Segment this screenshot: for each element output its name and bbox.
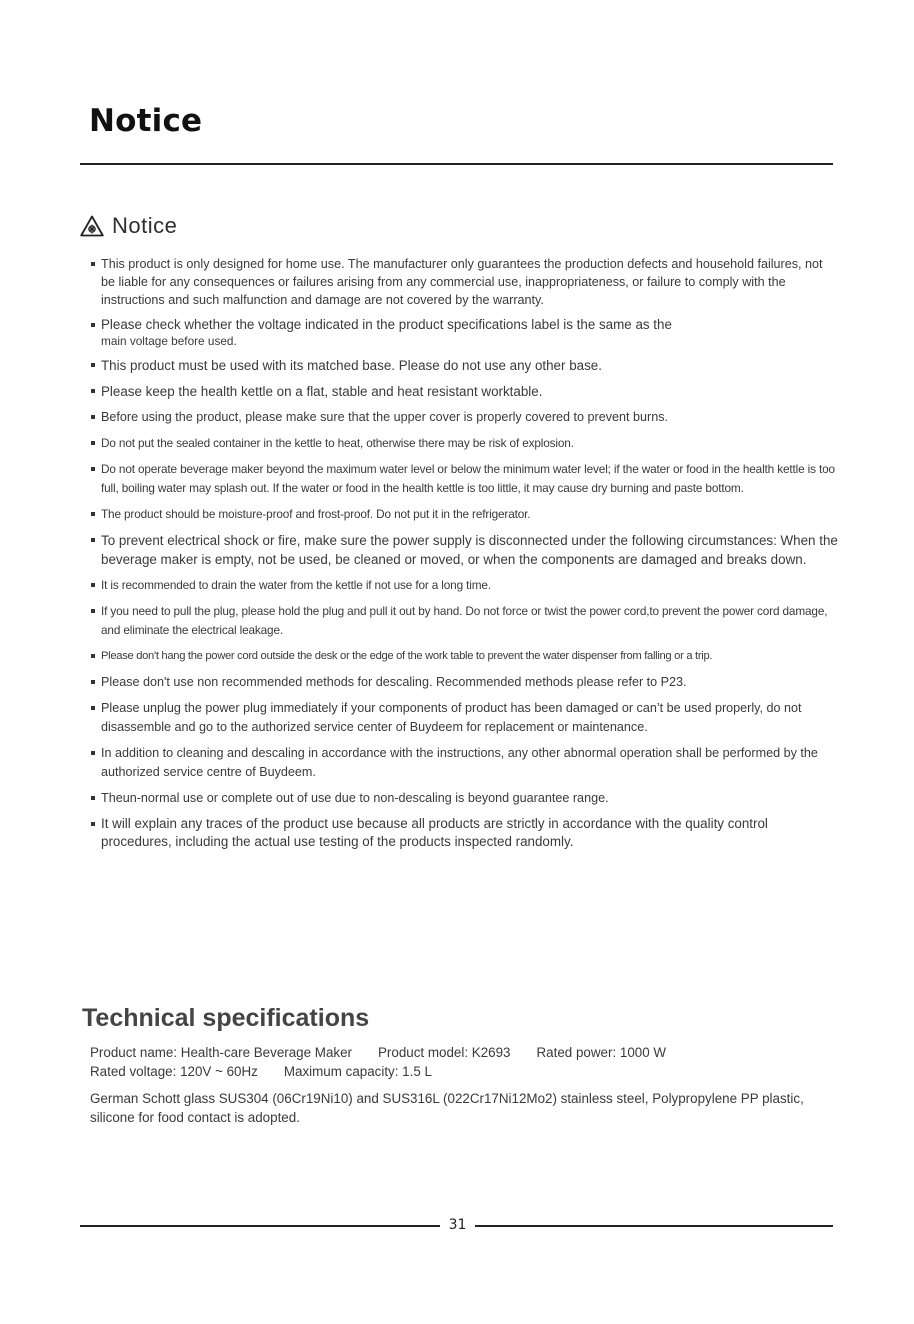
list-item: In addition to cleaning and descaling in accordance with the instructions, any other abnormal operation shall be performed by the authorized service centre of Buydeem. [90, 744, 840, 782]
notice-heading [80, 213, 177, 239]
list-item-subtext: main voltage before used. [101, 334, 237, 348]
list-item: This product is only designed for home use. The manufacturer only guarantees the production defects and household failures, not be liable for any consequences or failures arising from any commercial use, inappropriateness, or failure to comply with the instructions and such malfunction and damage are not covered by the warranty. [90, 255, 840, 309]
list-item: It will explain any traces of the product use because all products are strictly in accordance with the quality control procedures, including the actual use testing of the products inspected randomly. [90, 815, 840, 851]
spec-materials: German Schott glass SUS304 (06Cr19Ni10) and SUS316L (022Cr17Ni12Mo2) stainless steel, Polypropylene PP plastic, silicone for food contact is adopted. [90, 1091, 804, 1125]
spec-rated-power: Rated power: 1000 W [536, 1045, 667, 1060]
list-item: Before using the product, please make sure that the upper cover is properly covered to prevent burns. [90, 408, 840, 427]
page-number: 31 [448, 1217, 467, 1233]
list-item: To prevent electrical shock or fire, make sure the power supply is disconnected under the following circumstances: When the beverage maker is empty, not be used, be cleaned or moved, or when the components are damaged and breaks down. [90, 531, 840, 569]
list-item: Please keep the health kettle on a flat, stable and heat resistant worktable. [90, 382, 840, 401]
tech-specs-body [90, 1043, 840, 1127]
list-item: Do not operate beverage maker beyond the maximum water level or below the minimum water level; if the water or food in the health kettle is too full, boiling water may splash out. If the water or food in the health kettle is too little, it may cause dry burning and paste bottom. [90, 460, 840, 498]
footer-divider-right [475, 1225, 833, 1227]
spec-row [90, 1043, 840, 1081]
spec-rated-voltage: Rated voltage: 120V ~ 60Hz [90, 1064, 258, 1079]
list-item: Please don't use non recommended methods for descaling. Recommended methods please refer to P23. [90, 673, 840, 692]
list-item: It is recommended to drain the water from the kettle if not use for a long time. [90, 576, 840, 595]
page-footer [80, 1216, 833, 1236]
list-item: Please unplug the power plug immediately if your components of product has been damaged or can’t be used properly, do not disassemble and go to the authorized service center of Buydeem for replacement or maintenance. [90, 699, 840, 737]
header-divider [80, 163, 833, 165]
list-item-text: Please check whether the voltage indicated in the product specifications label is the same as the [101, 317, 672, 332]
list-item: Please don't hang the power cord outside the desk or the edge of the work table to prevent the water dispenser from falling or a trip. [90, 647, 840, 666]
list-item: The product should be moisture-proof and frost-proof. Do not put it in the refrigerator. [90, 505, 840, 524]
list-item: Theun-normal use or complete out of use due to non-descaling is beyond guarantee range. [90, 789, 840, 808]
warning-triangle-icon [80, 215, 104, 237]
list-item [90, 316, 840, 348]
page-title: Notice [89, 103, 203, 139]
tech-specs-title: Technical specifications [82, 1004, 370, 1032]
spec-product-name: Product name: Health-care Beverage Maker [90, 1045, 352, 1060]
footer-divider-left [80, 1225, 440, 1227]
notice-list [90, 255, 840, 858]
spec-product-model: Product model: K2693 [378, 1045, 511, 1060]
notice-heading-label: Notice [112, 213, 178, 238]
list-item: This product must be used with its matched base. Please do not use any other base. [90, 356, 840, 375]
list-item: Do not put the sealed container in the kettle to heat, otherwise there may be risk of explosion. [90, 434, 840, 453]
spec-capacity: Maximum capacity: 1.5 L [283, 1064, 432, 1079]
list-item: If you need to pull the plug, please hold the plug and pull it out by hand. Do not force or twist the power cord,to prevent the power cord damage, and eliminate the electrical leakage. [90, 602, 840, 640]
